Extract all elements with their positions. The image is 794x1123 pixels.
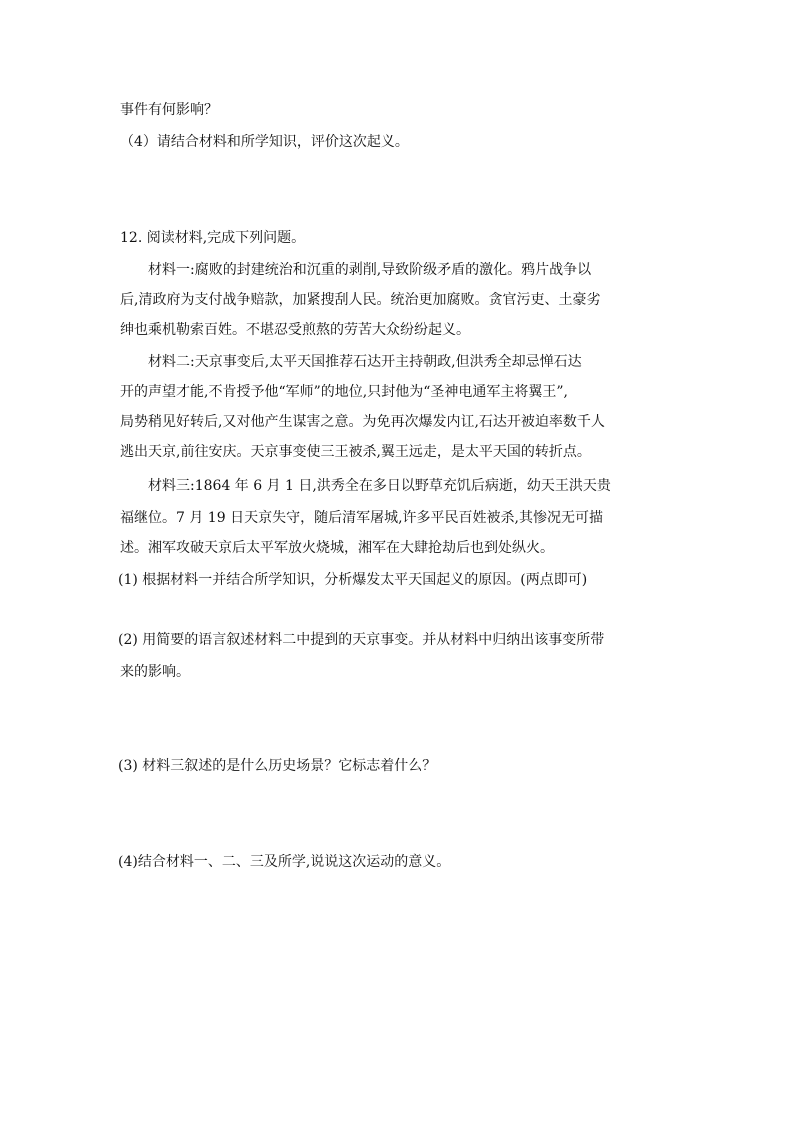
question-12-2-line-2: 来的影响。 [120, 664, 190, 680]
question-11-4: （4）请结合材料和所学知识，评价这次起义。 [120, 134, 409, 150]
material-three-line-3: 述。湘军攻破天京后太平军放火烧城，湘军在大肆抢劫后也到处纵火。 [120, 540, 554, 556]
material-three-line-1: 材料三:1864 年 6 月 1 日,洪秀全在多日以野草充饥后病逝，幼天王洪天贵 [148, 478, 611, 494]
question-12-4: (4)结合材料一、二、三及所学,说说这次运动的意义。 [118, 854, 451, 870]
question-11-3-continuation: 事件有何影响？ [120, 102, 218, 118]
question-12-3: (3) 材料三叙述的是什么历史场景？它标志着什么？ [118, 758, 437, 774]
material-two-line-2: 开的声望才能,不肯授予他“军师”的地位,只封他为“圣神电通军主将翼王”, [120, 384, 568, 400]
material-three-line-2: 福继位。7 月 19 日天京失守，随后清军屠城,许多平民百姓被杀,其惨况无可描 [120, 510, 603, 526]
material-two-line-1: 材料二:天京事变后,太平天国推荐石达开主持朝政,但洪秀全却忌惮石达 [148, 354, 582, 370]
question-12-1: (1) 根据材料一并结合所学知识，分析爆发太平天国起义的原因。(两点即可) [118, 572, 588, 588]
material-one-line-2: 后,清政府为支付战争赔款，加紧搜刮人民。统治更加腐败。贪官污吏、土豪劣 [120, 292, 601, 308]
material-two-line-3: 局势稍见好转后,又对他产生谋害之意。为免再次爆发内讧,石达开被迫率数千人 [120, 414, 605, 430]
material-one-line-1: 材料一:腐败的封建统治和沉重的剥削,导致阶级矛盾的激化。鸦片战争以 [148, 262, 592, 278]
material-two-line-4: 逃出天京,前往安庆。天京事变使三王被杀,翼王远走，是太平天国的转折点。 [120, 444, 591, 460]
question-12-title: 12. 阅读材料,完成下列问题。 [120, 230, 306, 246]
question-12-2-line-1: (2) 用简要的语言叙述材料二中提到的天京事变。并从材料中归纳出该事变所带 [118, 632, 605, 648]
material-one-line-3: 绅也乘机勒索百姓。不堪忍受煎熬的劳苦大众纷纷起义。 [120, 322, 470, 338]
